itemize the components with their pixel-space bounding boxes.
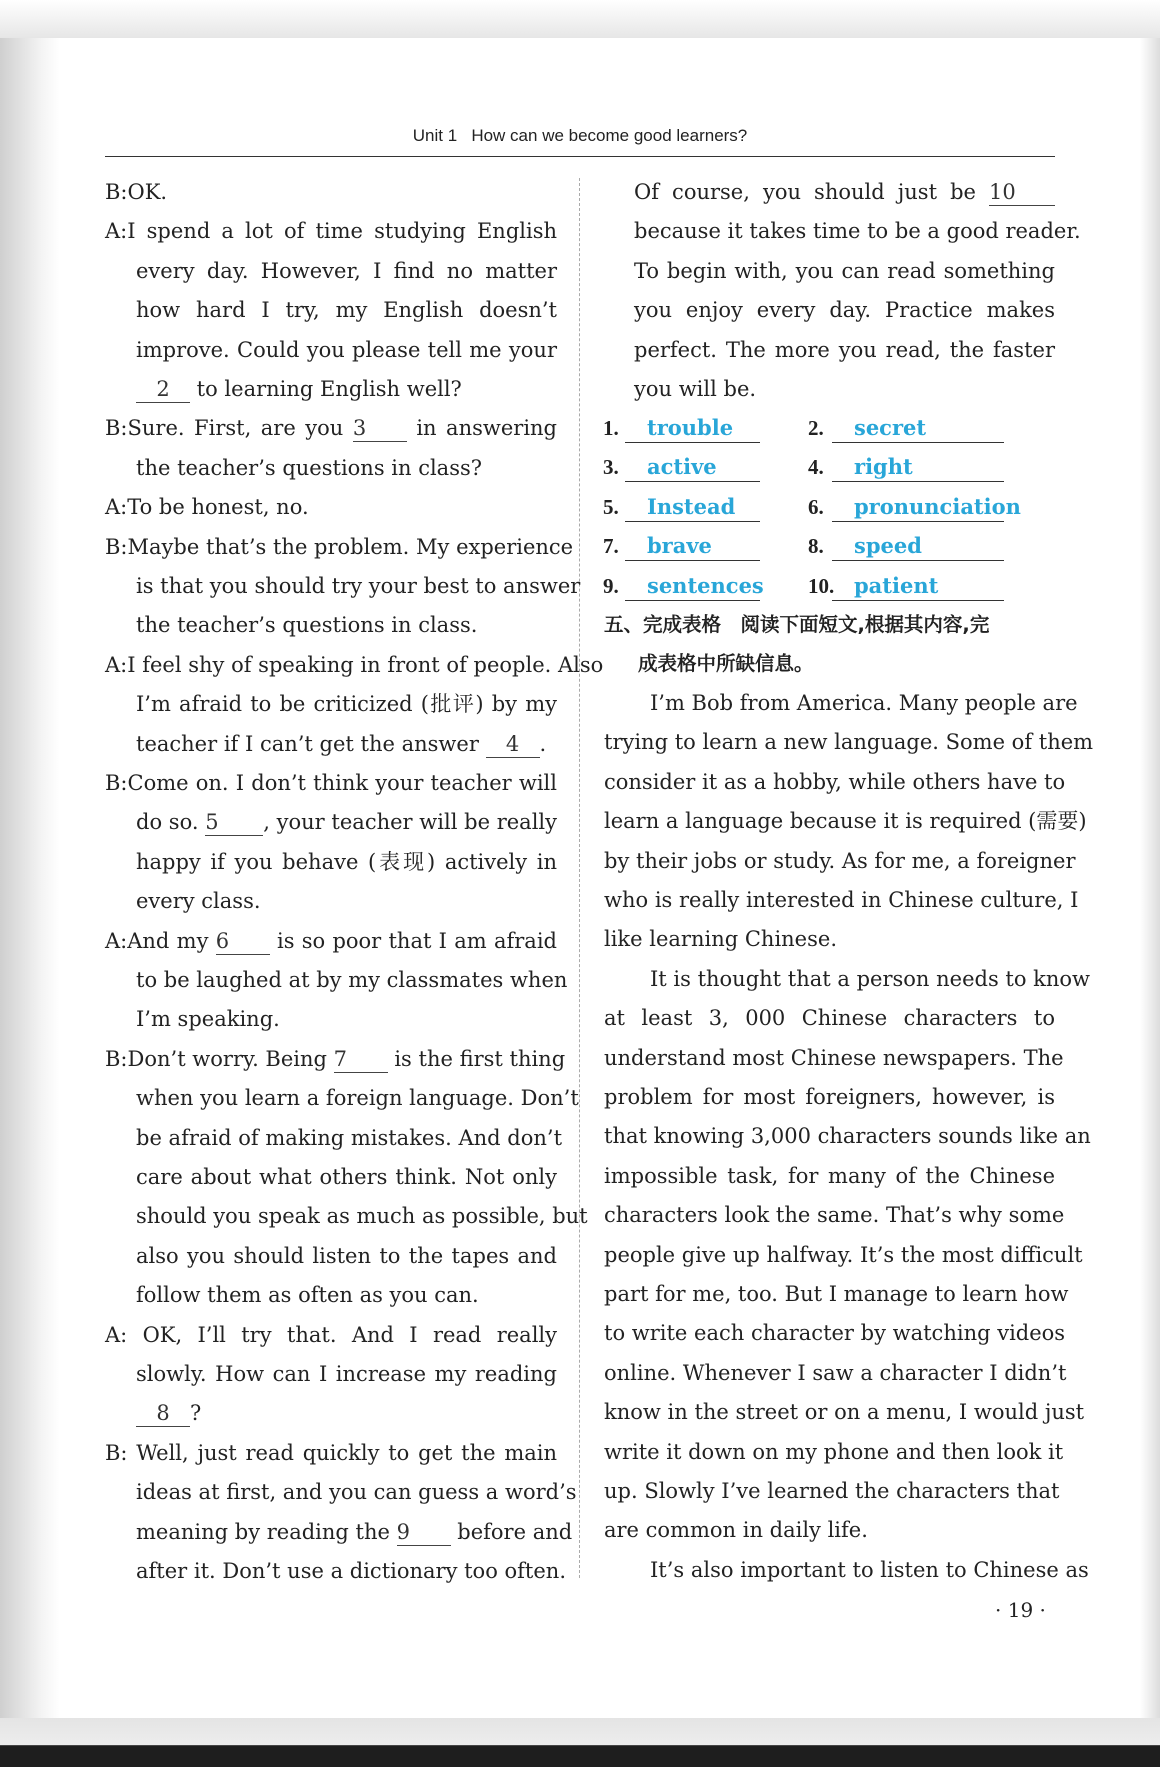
dialogue-line: A: OK, I’ll try that. And I read really [105,1322,557,1347]
unit-label: Unit 1 [412,126,458,145]
passage-line: who is really interested in Chinese culture, I [604,888,1079,912]
dialogue-line [136,1513,573,1552]
section-heading: 五、完成表格 阅读下面短文,根据其内容,完 [604,613,990,636]
dialogue-line: should you speak as much as possible, but [136,1204,588,1229]
blank-6: 6 [216,928,270,955]
dialogue-line: A:To be honest, no. [105,495,309,520]
text-segment: in answering [406,416,558,441]
blank-9: 9 [397,1519,451,1546]
dialogue-line: you will be. [634,377,757,401]
passage-line: understand most Chinese newspapers. The [604,1045,1064,1070]
passage-line: part for me, too. But I manage to learn how [604,1282,1069,1306]
section-heading-cont: 成表格中所缺信息。 [638,652,814,675]
blank-2: 2 [136,376,190,403]
answer-word: patient [832,572,1004,601]
blank-10: 10 [989,179,1055,206]
dialogue-line: B: Well, just read quickly to get the main [105,1440,557,1465]
text-segment: , your teacher will be really [263,810,557,835]
dialogue-line: follow them as often as you can. [136,1283,479,1308]
answer-number: 10. [808,573,835,598]
answer-number: 9. [603,573,619,598]
text-segment: ? [190,1401,202,1426]
blank-8: 8 [136,1400,190,1427]
passage-line: problem for most foreigners, however, is [604,1085,1055,1109]
text-segment: A:And my [105,928,216,953]
passage-line: to write each character by watching videos [604,1321,1066,1346]
answer-item [603,567,764,606]
passage-line: that knowing 3,000 characters sounds like an [604,1124,1091,1149]
dialogue-line: the teacher’s questions in class. [136,613,478,638]
dialogue-line: the teacher’s questions in class? [136,455,483,480]
dialogue-line: every day. However, I find no matter [136,258,557,283]
answer-item [603,488,760,527]
dialogue-line: improve. Could you please tell me your [136,337,557,362]
page-number: · 19 · [995,1598,1046,1622]
text-segment: to learning English well? [190,377,462,401]
dialogue-line [136,1394,557,1433]
dialogue-line [136,370,557,409]
column-separator [579,178,580,1578]
text-segment: is so poor that I am afraid [269,928,557,953]
passage-line: characters look the same. That’s why some [604,1203,1065,1228]
answer-word: sentences [625,572,760,601]
page-shadow-left [0,38,60,1718]
dialogue-line: To begin with, you can read something [634,258,1055,283]
page-shadow-top [0,0,1160,38]
passage-line: are common in daily life. [604,1518,868,1543]
text-segment: teacher if I can’t get the answer [136,731,486,756]
passage-line: online. Whenever I saw a character I didn’t [604,1360,1067,1385]
passage-line: write it down on my phone and then look it [604,1439,1064,1464]
dialogue-line: be afraid of making mistakes. And don’t [136,1125,563,1150]
unit-title: How can we become good learners? [471,126,748,145]
answer-word: brave [625,532,760,561]
text-segment: before and [450,1519,573,1544]
answer-word: secret [832,414,1004,443]
page-shadow-bottom [0,1718,1160,1767]
passage-line: people give up halfway. It’s the most difficult [604,1242,1083,1267]
answer-number: 5. [603,494,619,519]
passage-line: know in the street or on a menu, I would just [604,1400,1085,1425]
answer-word: active [625,453,760,482]
dialogue-line: B:Come on. I don’t think your teacher will [105,771,557,795]
passage-line: at least 3, 000 Chinese characters to [604,1006,1055,1031]
dialogue-line: is that you should try your best to answer [136,574,581,598]
answer-number: 2. [808,416,824,440]
passage-line: It’s also important to listen to Chinese as [650,1557,1089,1582]
text-segment: B:Don’t worry. Being [105,1046,334,1071]
dialogue-line [136,725,557,764]
header-rule [105,156,1055,157]
text-segment: is the first thing [387,1046,566,1071]
dialogue-line: A:I feel shy of speaking in front of people. Also [105,652,604,677]
dialogue-line: ideas at first, and you can guess a word’s [136,1480,577,1505]
passage-line: It is thought that a person needs to know [650,966,1091,991]
answer-word: Instead [625,493,760,522]
passage-line: like learning Chinese. [604,927,837,952]
dialogue-line: slowly. How can I increase my reading [136,1362,557,1386]
answer-word: right [832,453,1004,482]
dialogue-line: because it takes time to be a good reader. [634,219,1081,244]
dialogue-line: also you should listen to the tapes and [136,1243,557,1268]
answer-item [808,527,1004,566]
passage-line: by their jobs or study. As for me, a foreigner [604,848,1076,873]
answer-number: 8. [808,534,824,559]
text-segment: meaning by reading the [136,1519,397,1544]
dialogue-line: B:Maybe that’s the problem. My experience [105,534,574,559]
dialogue-line [105,1040,566,1079]
answer-item [603,409,760,448]
text-segment: do so. [136,810,206,835]
answer-item [808,567,1004,606]
answer-number: 1. [603,416,619,440]
dialogue-line: I’m speaking. [136,1007,280,1032]
answer-item [603,448,760,487]
passage-line: up. Slowly I’ve learned the characters that [604,1479,1060,1503]
text-segment: . [539,731,547,756]
blank-3: 3 [353,415,407,442]
answer-word: speed [832,532,1004,561]
dialogue-line: every class. [136,889,261,914]
dialogue-line: I’m afraid to be criticized (批评) by my [136,692,557,717]
blank-7: 7 [334,1046,388,1073]
page-shadow-right [1140,38,1160,1718]
answer-number: 6. [808,494,824,519]
dialogue-line: happy if you behave (表现) actively in [136,849,557,874]
dialogue-line [105,922,557,961]
dialogue-line: B:OK. [105,180,168,204]
dialogue-line: how hard I try, my English doesn’t [136,298,557,323]
passage-line: learn a language because it is required (需要) [604,809,1087,834]
passage-line: I’m Bob from America. Many people are [650,691,1078,715]
dialogue-line: after it. Don’t use a dictionary too often. [136,1559,566,1583]
blank-5: 5 [205,809,263,836]
answer-number: 7. [603,534,619,559]
answer-word: trouble [625,414,760,443]
answer-word: pronunciation [832,493,1004,522]
dialogue-line: care about what others think. Not only [136,1165,557,1189]
dialogue-line [634,173,1055,212]
answer-item [808,448,1004,487]
dialogue-line: A:I spend a lot of time studying English [105,219,557,244]
passage-line: consider it as a hobby, while others have to [604,769,1066,794]
answer-item [603,527,760,566]
dialogue-line: to be laughed at by my classmates when [136,968,568,992]
answer-item [808,488,1021,527]
dialogue-line: perfect. The more you read, the faster [634,337,1055,362]
answer-item [808,409,1004,448]
running-header [105,126,1055,146]
passage-line: trying to learn a new language. Some of them [604,730,1094,755]
text-segment: Of course, you should just be [634,180,989,204]
dialogue-line: you enjoy every day. Practice makes [634,298,1055,323]
dialogue-line [136,803,557,842]
answer-number: 3. [603,455,619,480]
passage-line: impossible task, for many of the Chinese [604,1163,1055,1188]
answer-number: 4. [808,455,824,480]
blank-4: 4 [486,731,540,758]
dialogue-line [105,409,557,448]
text-segment: B:Sure. First, are you [105,416,353,441]
dialogue-line: when you learn a foreign language. Don’t [136,1086,579,1111]
